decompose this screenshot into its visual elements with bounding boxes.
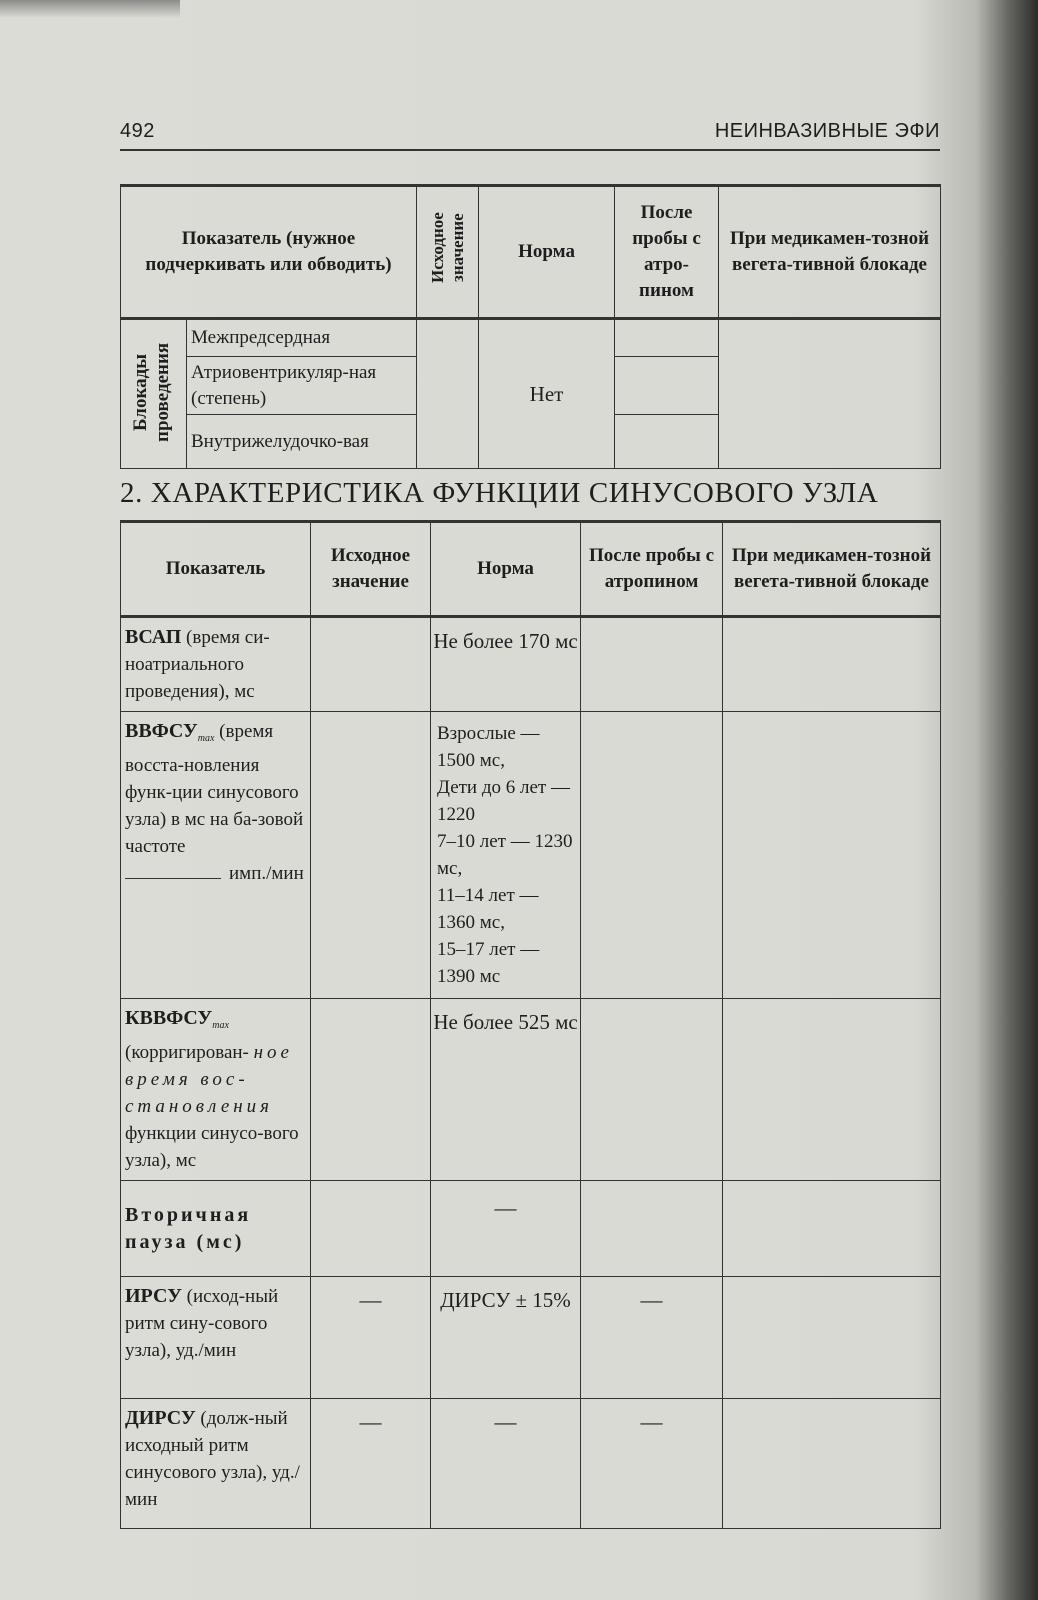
indicator-subscript: max [197, 733, 215, 744]
norm-value: Не более 525 мс [431, 999, 581, 1181]
scan-edge-shadow [0, 0, 180, 18]
indicator-abbr: КВВФСУ [125, 1007, 213, 1029]
indicator-abbr: ДИРСУ [125, 1407, 196, 1429]
initial-cell [311, 999, 431, 1181]
indicator-desc: (долж-ный исходный ритм синусового узла), уд./мин [125, 1408, 300, 1510]
after-atropine-cell [581, 712, 723, 999]
table-row [121, 1277, 941, 1399]
indicator-unit: имп./мин [229, 863, 304, 884]
initial-cell [417, 319, 479, 469]
block-interatrial: Межпредсердная [187, 319, 417, 357]
running-title: НЕИНВАЗИВНЫЕ ЭФИ [714, 120, 940, 142]
indicator-desc-tail: функции синусо-вого узла), мс [125, 1123, 299, 1171]
norm-value: Не более 170 мс [431, 617, 581, 712]
header-rule [120, 149, 940, 151]
indicator-abbr: ВВФСУ [125, 720, 198, 742]
col-header-norm: Норма [431, 522, 581, 617]
norm-line: Взрослые — 1500 мс, [437, 723, 540, 771]
norm-values-list [431, 712, 581, 999]
table-row [121, 617, 941, 712]
page-number: 492 [120, 120, 155, 142]
indicator-secondary-pause [121, 1181, 311, 1277]
col-header-initial: Исходное значение [311, 522, 431, 617]
sinus-node-table [120, 520, 941, 1529]
blockade-cell [719, 319, 941, 469]
after-atropine-value: — [581, 1277, 723, 1399]
blockade-cell [723, 617, 941, 712]
table-row [121, 1181, 941, 1277]
col-header-after-atropine: После пробы с атропином [581, 522, 723, 617]
after-atropine-cell [615, 357, 719, 415]
section-title: 2. ХАРАКТЕРИСТИКА ФУНКЦИИ СИНУСОВОГО УЗЛА [120, 477, 879, 509]
indicator-desc-italic: ное время вос-становления [125, 1042, 293, 1117]
blockade-cell [723, 712, 941, 999]
norm-line: 7–10 лет — 1230 мс, [437, 831, 573, 879]
indicator-subscript: max [212, 1020, 229, 1031]
col-header-indicator: Показатель (нужное подчеркивать или обводить) [121, 186, 417, 319]
table-row [121, 319, 941, 357]
norm-value: — [431, 1399, 581, 1529]
col-header-indicator: Показатель [121, 522, 311, 617]
group-label-cell [121, 319, 187, 469]
initial-cell [311, 1181, 431, 1277]
col-header-initial [417, 186, 479, 319]
running-head [120, 116, 940, 148]
initial-value: — [311, 1277, 431, 1399]
indicator-abbr: ВСАП [125, 626, 182, 648]
initial-value: — [311, 1399, 431, 1529]
after-atropine-value: — [581, 1399, 723, 1529]
block-intraventricular: Внутрижелудочко-вая [187, 415, 417, 469]
blockade-cell [723, 1399, 941, 1529]
after-atropine-cell [581, 617, 723, 712]
indicator-desc: (корригирован- [125, 1042, 249, 1063]
indicator-irsu [121, 1277, 311, 1399]
indicator-abbr: ИРСУ [125, 1285, 182, 1307]
indicator-desc: (время восста-новления функ-ции синусового узла) в мс на ба-зовой частоте [125, 721, 304, 857]
indicator-vvfsu [121, 712, 311, 999]
after-atropine-cell [615, 415, 719, 469]
initial-cell [311, 617, 431, 712]
table-row [121, 999, 941, 1181]
col-header-norm: Норма [479, 186, 615, 319]
after-atropine-cell [615, 319, 719, 357]
indicator-vsap [121, 617, 311, 712]
blockade-cell [723, 999, 941, 1181]
indicator-dirsu [121, 1399, 311, 1529]
block-av: Атриовентрикуляр-ная (степень) [187, 357, 417, 415]
after-atropine-cell [581, 999, 723, 1181]
fill-in-blank [125, 878, 221, 879]
norm-line: 15–17 лет — 1390 мс [437, 939, 540, 987]
norm-value: ДИРСУ ± 15% [431, 1277, 581, 1399]
table-row [121, 1399, 941, 1529]
indicator-kvvfsu [121, 999, 311, 1181]
norm-line: 11–14 лет — 1360 мс, [437, 885, 539, 933]
norm-value: — [431, 1181, 581, 1277]
blockade-cell [723, 1277, 941, 1399]
conduction-blocks-table [120, 184, 941, 469]
table-row [121, 712, 941, 999]
col-header-after-atropine: После пробы с атро-пином [615, 186, 719, 319]
col-header-blockade: При медикамен-тозной вегета-тивной блокаде [719, 186, 941, 319]
indicator-abbr: Вторичная пауза (мс) [125, 1203, 252, 1253]
norm-line: Дети до 6 лет — 1220 [437, 777, 570, 825]
indicator-desc: (исход-ный ритм сину-сового узла), уд./мин [125, 1286, 279, 1361]
col-header-blockade: При медикамен-тозной вегета-тивной блокаде [723, 522, 941, 617]
indicator-desc: (время си-ноатриального проведения), мс [125, 627, 270, 702]
col-header-initial-text: Исходное значение [427, 212, 467, 284]
after-atropine-cell [581, 1181, 723, 1277]
norm-cell: Нет [479, 319, 615, 469]
initial-cell [311, 712, 431, 999]
group-label: Блокады проведения [129, 341, 173, 442]
blockade-cell [723, 1181, 941, 1277]
